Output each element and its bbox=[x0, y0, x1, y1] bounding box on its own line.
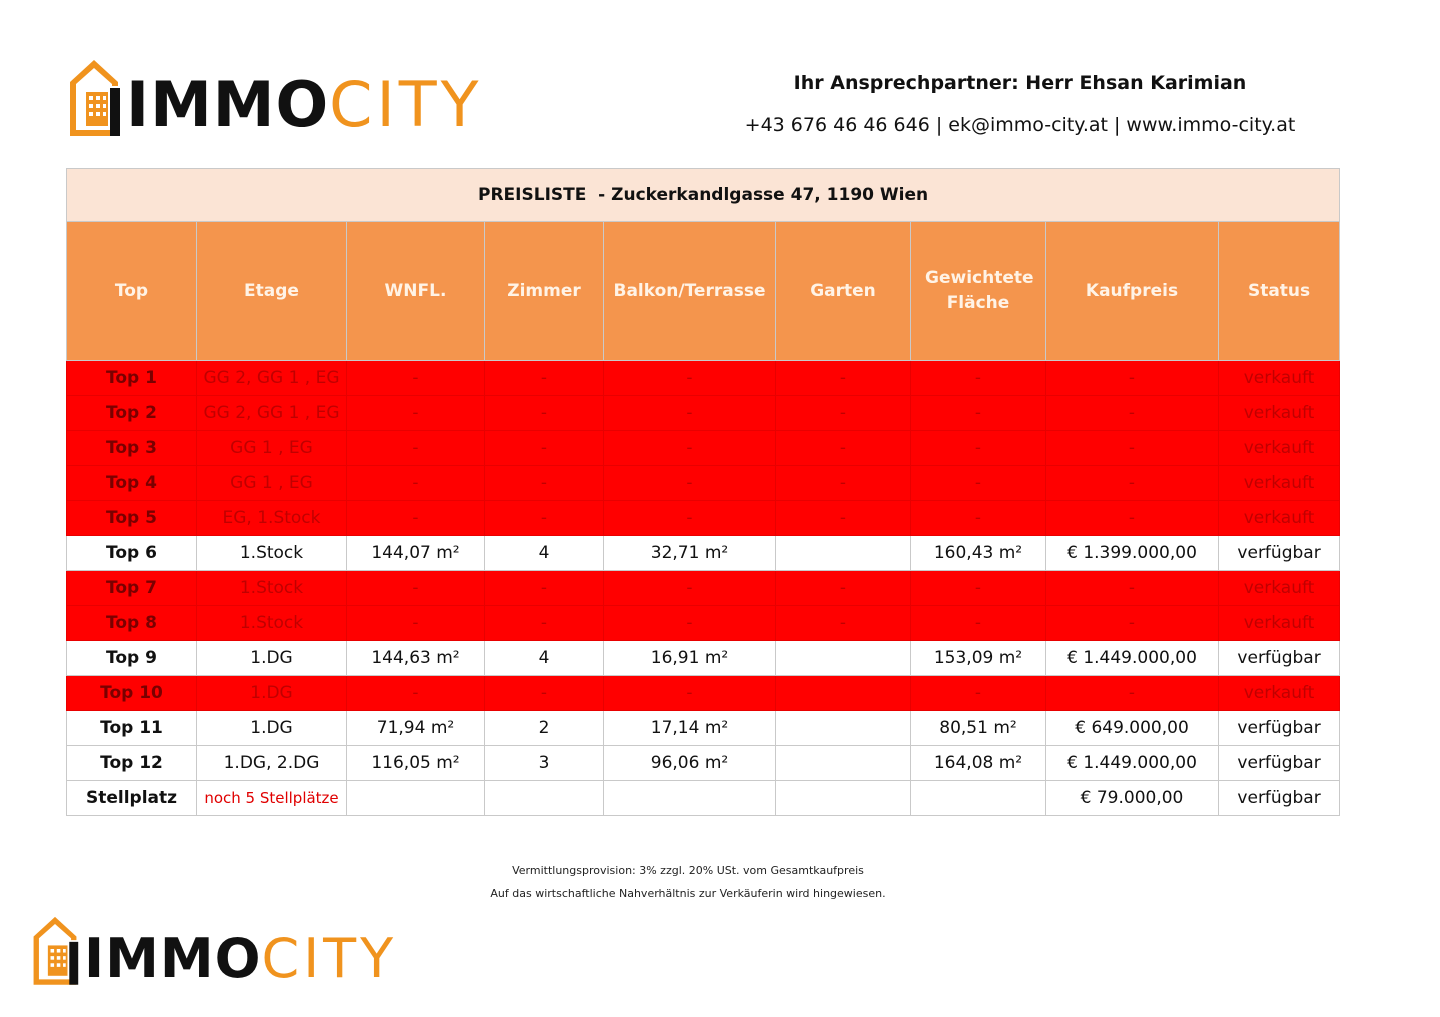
cell-kaufpreis: € 1.449.000,00 bbox=[1046, 746, 1219, 781]
cell-balkon: - bbox=[604, 431, 776, 466]
cell-zimmer: 3 bbox=[485, 746, 604, 781]
cell-balkon: 96,06 m² bbox=[604, 746, 776, 781]
footnote-commission: Vermittlungsprovision: 3% zzgl. 20% USt. vom Gesamtkaufpreis bbox=[512, 864, 864, 877]
header-zimmer: Zimmer bbox=[485, 222, 604, 361]
header-balkon: Balkon/Terrasse bbox=[604, 222, 776, 361]
cell-wnfl: 144,63 m² bbox=[347, 641, 485, 676]
cell-zimmer bbox=[485, 781, 604, 816]
cell-balkon: - bbox=[604, 396, 776, 431]
cell-top: Top 4 bbox=[67, 466, 197, 501]
cell-balkon: - bbox=[604, 466, 776, 501]
table-row bbox=[67, 501, 1340, 536]
cell-gewichtete-flaeche: - bbox=[911, 676, 1046, 711]
cell-balkon: - bbox=[604, 501, 776, 536]
cell-balkon: 16,91 m² bbox=[604, 641, 776, 676]
cell-etage: 1.DG bbox=[197, 641, 347, 676]
header-top: Top bbox=[67, 222, 197, 361]
cell-top: Top 2 bbox=[67, 396, 197, 431]
cell-kaufpreis: - bbox=[1046, 466, 1219, 501]
header-garten: Garten bbox=[776, 222, 911, 361]
logo-text-immo: IMMO bbox=[126, 68, 330, 141]
cell-etage: 1.DG bbox=[197, 711, 347, 746]
cell-balkon: - bbox=[604, 361, 776, 396]
brand-logo bbox=[66, 56, 483, 141]
house-logo-icon bbox=[66, 56, 122, 136]
cell-etage: noch 5 Stellplätze bbox=[197, 781, 347, 816]
cell-zimmer: 2 bbox=[485, 711, 604, 746]
cell-zimmer: 4 bbox=[485, 641, 604, 676]
cell-status: verfügbar bbox=[1219, 711, 1340, 746]
table-header-row bbox=[67, 222, 1340, 361]
cell-zimmer: - bbox=[485, 431, 604, 466]
cell-status: verkauft bbox=[1219, 606, 1340, 641]
cell-kaufpreis: € 649.000,00 bbox=[1046, 711, 1219, 746]
cell-garten: - bbox=[776, 466, 911, 501]
cell-kaufpreis: € 1.399.000,00 bbox=[1046, 536, 1219, 571]
cell-status: verfügbar bbox=[1219, 781, 1340, 816]
cell-zimmer: - bbox=[485, 396, 604, 431]
cell-status: verkauft bbox=[1219, 431, 1340, 466]
cell-etage: 1.DG, 2.DG bbox=[197, 746, 347, 781]
cell-zimmer: - bbox=[485, 606, 604, 641]
cell-wnfl: - bbox=[347, 396, 485, 431]
header-wnfl: WNFL. bbox=[347, 222, 485, 361]
cell-top: Top 12 bbox=[67, 746, 197, 781]
cell-garten bbox=[776, 781, 911, 816]
cell-top: Top 11 bbox=[67, 711, 197, 746]
contact-person: Ihr Ansprechpartner: Herr Ehsan Karimian bbox=[793, 72, 1247, 94]
cell-wnfl: - bbox=[347, 606, 485, 641]
cell-etage: 1.DG bbox=[197, 676, 347, 711]
cell-status: verkauft bbox=[1219, 466, 1340, 501]
cell-garten bbox=[776, 536, 911, 571]
cell-etage: 1.Stock bbox=[197, 571, 347, 606]
cell-balkon: - bbox=[604, 571, 776, 606]
logo-text-city: CITY bbox=[261, 927, 398, 990]
cell-gewichtete-flaeche: - bbox=[911, 431, 1046, 466]
cell-zimmer: - bbox=[485, 676, 604, 711]
cell-zimmer: - bbox=[485, 466, 604, 501]
cell-garten: - bbox=[776, 501, 911, 536]
cell-top: Top 3 bbox=[67, 431, 197, 466]
cell-top: Top 1 bbox=[67, 361, 197, 396]
cell-etage: EG, 1.Stock bbox=[197, 501, 347, 536]
cell-gewichtete-flaeche: - bbox=[911, 396, 1046, 431]
header-kaufpreis: Kaufpreis bbox=[1046, 222, 1219, 361]
cell-status: verfügbar bbox=[1219, 641, 1340, 676]
cell-top: Top 5 bbox=[67, 501, 197, 536]
table-row bbox=[67, 466, 1340, 501]
cell-status: verkauft bbox=[1219, 571, 1340, 606]
cell-garten: - bbox=[776, 396, 911, 431]
table-row bbox=[67, 431, 1340, 466]
table-row bbox=[67, 641, 1340, 676]
cell-wnfl bbox=[347, 781, 485, 816]
cell-status: verfügbar bbox=[1219, 746, 1340, 781]
cell-status: verfügbar bbox=[1219, 536, 1340, 571]
cell-balkon: - bbox=[604, 676, 776, 711]
cell-kaufpreis: - bbox=[1046, 431, 1219, 466]
cell-status: verkauft bbox=[1219, 676, 1340, 711]
logo-text-immo: IMMO bbox=[84, 927, 262, 990]
cell-top: Top 8 bbox=[67, 606, 197, 641]
cell-zimmer: 4 bbox=[485, 536, 604, 571]
cell-gewichtete-flaeche: 153,09 m² bbox=[911, 641, 1046, 676]
cell-wnfl: 71,94 m² bbox=[347, 711, 485, 746]
cell-wnfl: - bbox=[347, 466, 485, 501]
cell-gewichtete-flaeche: - bbox=[911, 501, 1046, 536]
header-status: Status bbox=[1219, 222, 1340, 361]
cell-gewichtete-flaeche: - bbox=[911, 571, 1046, 606]
cell-gewichtete-flaeche bbox=[911, 781, 1046, 816]
cell-etage: GG 2, GG 1 , EG bbox=[197, 396, 347, 431]
cell-gewichtete-flaeche: - bbox=[911, 361, 1046, 396]
cell-garten bbox=[776, 641, 911, 676]
contact-details: +43 676 46 46 646 | ek@immo-city.at | www.immo-city.at bbox=[744, 114, 1296, 136]
table-title: PREISLISTE - Zuckerkandlgasse 47, 1190 Wien bbox=[67, 169, 1340, 222]
cell-kaufpreis: - bbox=[1046, 501, 1219, 536]
cell-etage: 1.Stock bbox=[197, 536, 347, 571]
cell-garten bbox=[776, 711, 911, 746]
cell-wnfl: - bbox=[347, 571, 485, 606]
cell-etage: GG 2, GG 1 , EG bbox=[197, 361, 347, 396]
cell-balkon: 17,14 m² bbox=[604, 711, 776, 746]
cell-balkon: - bbox=[604, 606, 776, 641]
header-gewichtete-flaeche: Gewichtete Fläche bbox=[911, 222, 1046, 361]
cell-status: verkauft bbox=[1219, 501, 1340, 536]
house-logo-icon bbox=[30, 912, 80, 986]
table-row bbox=[67, 676, 1340, 711]
cell-gewichtete-flaeche: 160,43 m² bbox=[911, 536, 1046, 571]
cell-top: Top 10 bbox=[67, 676, 197, 711]
footnote-disclosure: Auf das wirtschaftliche Nahverhältnis zur Verkäuferin wird hingewiesen. bbox=[490, 887, 886, 900]
cell-gewichtete-flaeche: - bbox=[911, 466, 1046, 501]
table-row bbox=[67, 571, 1340, 606]
cell-kaufpreis: € 79.000,00 bbox=[1046, 781, 1219, 816]
cell-zimmer: - bbox=[485, 501, 604, 536]
cell-wnfl: 144,07 m² bbox=[347, 536, 485, 571]
cell-top: Stellplatz bbox=[67, 781, 197, 816]
cell-top: Top 7 bbox=[67, 571, 197, 606]
cell-wnfl: - bbox=[347, 501, 485, 536]
cell-wnfl: - bbox=[347, 676, 485, 711]
cell-garten: - bbox=[776, 431, 911, 466]
table-row bbox=[67, 606, 1340, 641]
cell-gewichtete-flaeche: 80,51 m² bbox=[911, 711, 1046, 746]
table-row bbox=[67, 396, 1340, 431]
cell-wnfl: - bbox=[347, 361, 485, 396]
cell-garten: - bbox=[776, 361, 911, 396]
cell-garten: - bbox=[776, 571, 911, 606]
cell-balkon: 32,71 m² bbox=[604, 536, 776, 571]
cell-kaufpreis: - bbox=[1046, 571, 1219, 606]
cell-zimmer: - bbox=[485, 361, 604, 396]
cell-status: verkauft bbox=[1219, 396, 1340, 431]
cell-gewichtete-flaeche: 164,08 m² bbox=[911, 746, 1046, 781]
cell-zimmer: - bbox=[485, 571, 604, 606]
price-table bbox=[66, 168, 1340, 816]
cell-kaufpreis: € 1.449.000,00 bbox=[1046, 641, 1219, 676]
cell-balkon bbox=[604, 781, 776, 816]
cell-garten bbox=[776, 676, 911, 711]
cell-wnfl: 116,05 m² bbox=[347, 746, 485, 781]
table-row bbox=[67, 746, 1340, 781]
cell-status: verkauft bbox=[1219, 361, 1340, 396]
cell-top: Top 9 bbox=[67, 641, 197, 676]
table-row bbox=[67, 781, 1340, 816]
header-etage: Etage bbox=[197, 222, 347, 361]
logo-text-city: CITY bbox=[329, 68, 483, 141]
cell-top: Top 6 bbox=[67, 536, 197, 571]
brand-logo-bottom bbox=[30, 912, 398, 990]
cell-garten: - bbox=[776, 606, 911, 641]
table-row bbox=[67, 361, 1340, 396]
cell-kaufpreis: - bbox=[1046, 676, 1219, 711]
table-row bbox=[67, 536, 1340, 571]
cell-gewichtete-flaeche: - bbox=[911, 606, 1046, 641]
cell-etage: 1.Stock bbox=[197, 606, 347, 641]
cell-kaufpreis: - bbox=[1046, 396, 1219, 431]
cell-etage: GG 1 , EG bbox=[197, 431, 347, 466]
cell-wnfl: - bbox=[347, 431, 485, 466]
cell-kaufpreis: - bbox=[1046, 361, 1219, 396]
cell-etage: GG 1 , EG bbox=[197, 466, 347, 501]
table-row bbox=[67, 711, 1340, 746]
cell-garten bbox=[776, 746, 911, 781]
cell-kaufpreis: - bbox=[1046, 606, 1219, 641]
